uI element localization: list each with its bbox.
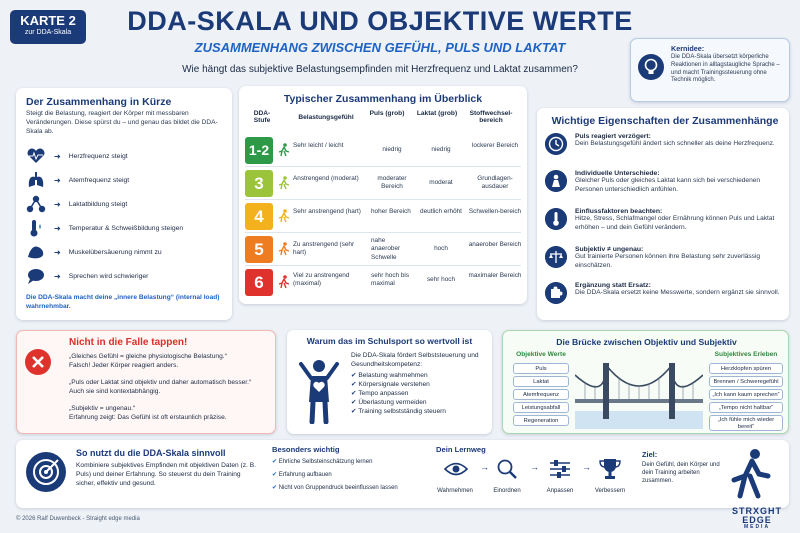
property-item (545, 282, 783, 316)
happy-person-icon (299, 358, 339, 424)
arrow-icon: → (582, 462, 591, 472)
school-list-item: ✔ Belastung wahrnehmen (351, 372, 428, 379)
table-row (245, 233, 521, 266)
property-body: Die DDA-Skala ersetzt keine Messwerte, sondern ergänzt sie sinnvoll. (575, 289, 780, 296)
check-badge-icon: ✔ (272, 485, 279, 491)
school-list-item: ✔ Tempo anpassen (351, 389, 409, 397)
arrow-icon: ➜ (54, 175, 61, 185)
cell-lactate: deutlich erhöht (420, 208, 462, 215)
check-badge-icon: ✔ (272, 472, 279, 478)
school-title: Warum das im Schulsport so wertvoll ist (306, 336, 473, 346)
bridge-card (502, 330, 789, 434)
summary-item-text: Laktatbildung steigt (68, 200, 128, 208)
cell-feeling: Sehr anstrengend (hart) (293, 208, 361, 215)
header-lactate: Laktat (grob) (416, 110, 458, 117)
thermometer-icon (545, 208, 567, 230)
lightbulb-icon (637, 53, 665, 81)
runner-icon (278, 242, 290, 256)
summary-item-text: Muskelübersäuerung nimmt zu (68, 248, 162, 256)
brand-logo (722, 506, 792, 530)
badge-subtitle: zur DDA-Skala (24, 29, 72, 36)
level-badge: 1-2 (245, 137, 273, 164)
cross-icon (25, 349, 51, 375)
objective-chip: Leistungsabfall (513, 402, 569, 413)
check-icon: ✔ (351, 398, 359, 406)
arrow-icon: ➜ (54, 271, 61, 281)
trap-answer: Falsch! Jeder Körper reagiert anders. (69, 361, 179, 369)
copyright: © 2026 Ralf Duwenbeck - Straight edge media (16, 516, 140, 522)
arrow-icon: ➜ (54, 199, 61, 209)
target-icon (26, 452, 66, 492)
clock-icon (545, 133, 567, 155)
header-pulse: Puls (grob) (369, 110, 405, 117)
trap-card (16, 330, 276, 434)
trap-answer: Erfahrung zeigt: Das Gefühl ist oft erstaunlich präzise. (69, 413, 227, 421)
summary-item-text: Temperatur & Schweißbildung steigen (68, 224, 184, 232)
runner-icon (728, 448, 772, 500)
arrow-icon: ➜ (54, 223, 61, 233)
cell-metabolism: maximaler Bereich (468, 272, 522, 279)
page-subtitle: ZUSAMMENHANG ZWISCHEN GEFÜHL, PULS UND LAKTAT (194, 40, 566, 55)
magnifier-icon (496, 458, 518, 480)
level-badge: 6 (245, 269, 273, 296)
cell-feeling: Viel zu anstrengend (maximal) (293, 272, 350, 288)
eye-icon (444, 460, 468, 478)
cell-metabolism: anaerober Bereich (468, 241, 522, 248)
objective-chip: Laktat (513, 376, 569, 387)
speech-icon (26, 267, 46, 285)
usage-title: So nutzt du die DDA-Skala sinnvoll (76, 448, 226, 458)
muscle-icon (26, 243, 46, 261)
heart-pulse-icon (26, 147, 46, 165)
summary-item-text: Sprechen wird schwieriger (68, 272, 149, 280)
cell-feeling: Anstrengend (moderat) (293, 175, 359, 182)
lungs-icon (26, 171, 46, 189)
header-feeling: Belastungsgefühl (298, 114, 354, 121)
property-head: Ergänzung statt Ersatz: (575, 282, 651, 289)
properties-title: Wichtige Eigenschaften der Zusammenhänge (551, 115, 779, 127)
level-badge: 5 (245, 236, 273, 263)
school-list-item: ✔ Überlastung vermeiden (351, 398, 427, 406)
usage-card (16, 440, 789, 508)
goal-title: Ziel: (642, 450, 658, 459)
subjective-chip: „Tempo nicht haltbar“ (709, 402, 783, 413)
subjective-chip: „Ich kann kaum sprechen“ (709, 389, 783, 400)
trap-item (69, 405, 273, 423)
check-icon: ✔ (351, 407, 359, 415)
school-intro: Die DDA-Skala fördert Selbststeuerung und Gesundheitskompetenz: (351, 352, 479, 368)
table-row (245, 200, 521, 233)
property-body: Dein Belastungsgefühl ändert sich schneller als deine Herzfrequenz. (575, 140, 775, 147)
arrow-icon: ➜ (54, 151, 61, 161)
property-head: Individuelle Unterschiede: (575, 170, 660, 177)
summary-item (26, 242, 162, 262)
check-icon: ✔ (351, 372, 359, 379)
path-step: Wahrnehmen (437, 488, 473, 494)
cell-feeling: Zu anstrengend (sehr hart) (293, 241, 355, 257)
header-level: DDA-Stufe (253, 110, 271, 124)
cell-pulse: nahe anaerober Schwelle (371, 237, 401, 261)
level-badge: 3 (245, 170, 273, 197)
path-step: Anpassen (546, 488, 574, 494)
header-metabolism: Stoffwechsel-bereich (469, 110, 513, 124)
trap-item (69, 379, 273, 397)
cell-lactate: sehr hoch (426, 276, 456, 283)
summary-item-text: Atemfrequenz steigt (68, 176, 130, 184)
summary-intro: Steigt die Belastung, reagiert der Körper mit messbaren Veränderungen. Diese spürst du – und genau das bildet die DDA-Skala ab. (26, 110, 218, 135)
property-head: Puls reagiert verzögert: (575, 133, 651, 140)
usage-text: Kombiniere subjektives Empfinden mit objektiven Daten (z. B. Puls) und deiner Erfahrung. So steuerst du dein Training sicher, effektiv und gesund. (76, 462, 256, 487)
trap-title: Nicht in die Falle tappen! (69, 337, 188, 348)
objective-chip: Regeneration (513, 415, 569, 426)
bridge-title: Die Brücke zwischen Objektiv und Subjektiv (556, 337, 737, 347)
property-item (545, 246, 783, 280)
overview-table (239, 86, 527, 304)
arrow-icon: ➜ (54, 247, 61, 257)
table-title: Typischer Zusammenhang im Überblick (283, 93, 483, 105)
property-head: Einflussfaktoren beachten: (575, 208, 663, 215)
cell-feeling: Sehr leicht / leicht (293, 142, 344, 149)
property-item (545, 133, 783, 169)
cell-pulse: moderater Bereich (377, 175, 407, 191)
logo-line1: STRXGHT (731, 506, 782, 516)
property-body: Hitze, Stress, Schlafmangel oder Ernährung können Puls und Laktat erhöhen – und dein Gefühl verändern. (575, 215, 775, 231)
logo-line3: MEDIA (743, 524, 771, 531)
sliders-icon (548, 458, 572, 480)
card-badge (10, 10, 86, 44)
runner-icon (278, 275, 290, 289)
kernidee-text: Die DDA-Skala übersetzt körperliche Reaktionen in alltagstaugliche Sprache – und macht Trainingssteuerung ohne Technik möglich. (671, 54, 780, 84)
subjective-chip: Brennen / Schweregefühl (709, 376, 783, 387)
cell-lactate: hoch (434, 245, 448, 252)
summary-item (26, 266, 148, 286)
trap-item (69, 353, 273, 371)
goal-text: Dein Gefühl, dein Körper und dein Training arbeiten zusammen. (642, 462, 720, 484)
cell-pulse: hoher Bereich (371, 208, 411, 215)
important-item: ✔ Ehrliche Selbsteinschätzung lernen (272, 459, 373, 465)
runner-icon (278, 209, 290, 223)
summary-item (26, 146, 128, 166)
trap-answer: Auch sie sind kontextabhängig. (69, 387, 161, 395)
important-item: ✔ Nicht von Gruppendruck beeinflussen lassen (272, 485, 398, 491)
runner-icon (278, 143, 290, 157)
kernidee-title: Kernidee: (671, 44, 705, 53)
school-list-item: ✔ Training selbstständig steuern (351, 407, 446, 415)
cell-lactate: moderat (429, 179, 453, 186)
page-title: DDA-SKALA UND OBJEKTIVE WERTE (127, 6, 633, 36)
trophy-icon (598, 457, 622, 481)
molecule-icon (26, 195, 46, 213)
cell-metabolism: Grundlagen-ausdauer (477, 175, 513, 191)
trap-myth: „Subjektiv = ungenau.“ (69, 405, 136, 412)
logo-line2: EDGE (742, 515, 772, 525)
bridge-icon (575, 355, 703, 429)
subjective-title: Subjektives Erleben (714, 351, 778, 358)
level-badge: 4 (245, 203, 273, 230)
summary-item (26, 170, 129, 190)
summary-card (16, 88, 232, 320)
path-step: Verbessern (594, 488, 626, 494)
table-row (245, 134, 521, 167)
school-list (351, 372, 487, 416)
cell-pulse: sehr hoch bis maximal (371, 272, 410, 288)
kernidee-box (630, 38, 790, 102)
arrow-icon: → (480, 462, 489, 472)
summary-item-text: Herzfrequenz steigt (68, 152, 128, 160)
cell-metabolism: Schwellen-bereich (468, 208, 522, 215)
badge-number: KARTE 2 (20, 13, 76, 28)
properties-card (537, 108, 789, 320)
page-question: Wie hängt das subjektive Belastungsempfinden mit Herzfrequenz und Laktat zusammen? (182, 64, 578, 75)
objective-title: Objektive Werte (516, 351, 566, 358)
runner-icon (278, 176, 290, 190)
cell-lactate: niedrig (431, 146, 451, 153)
property-body: Gut trainierte Personen können ihre Belastung sehr zuverlässig einschätzen. (575, 253, 761, 269)
property-body: Gleicher Puls oder gleiches Laktat kann sich bei verschiedenen Personen unterschiedlich anfühlen. (575, 177, 761, 193)
school-list-item: ✔ Körpersignale verstehen (351, 380, 430, 388)
puzzle-icon (545, 282, 567, 304)
property-head: Subjektiv ≠ ungenau: (575, 246, 644, 253)
summary-item (26, 218, 183, 238)
trap-myth: „Puls oder Laktat sind objektiv und daher automatisch besser.“ (69, 379, 252, 386)
summary-title: Der Zusammenhang in Kürze (26, 96, 172, 108)
trap-myth: „Gleiches Gefühl = gleiche physiologische Belastung.“ (69, 353, 227, 360)
thermometer-icon (26, 219, 46, 237)
person-icon (545, 170, 567, 192)
path-title: Dein Lernweg (436, 445, 486, 454)
important-title: Besonders wichtig (272, 445, 340, 454)
check-badge-icon: ✔ (272, 459, 279, 465)
cell-metabolism: lockerer Bereich (471, 142, 519, 149)
property-item (545, 208, 783, 244)
scale-icon (545, 246, 567, 268)
important-item: ✔ Erfahrung aufbauen (272, 472, 332, 478)
cell-pulse: niedrig (382, 146, 402, 153)
check-icon: ✔ (351, 380, 359, 388)
table-row (245, 266, 521, 299)
subjective-chip: „Ich fühle mich wieder bereit“ (709, 415, 783, 431)
table-row (245, 167, 521, 200)
property-item (545, 170, 783, 206)
objective-chip: Atemfrequenz (513, 389, 569, 400)
subjective-chip: Herzklopfen spüren (709, 363, 783, 374)
school-card (287, 330, 492, 434)
arrow-icon: → (530, 462, 539, 472)
summary-item (26, 194, 127, 214)
summary-footer: Die DDA-Skala macht deine „innere Belastung“ (internal load) wahrnehmbar. (26, 294, 220, 310)
path-step: Einordnen (493, 488, 521, 494)
objective-chip: Puls (513, 363, 569, 374)
check-icon: ✔ (351, 389, 359, 397)
